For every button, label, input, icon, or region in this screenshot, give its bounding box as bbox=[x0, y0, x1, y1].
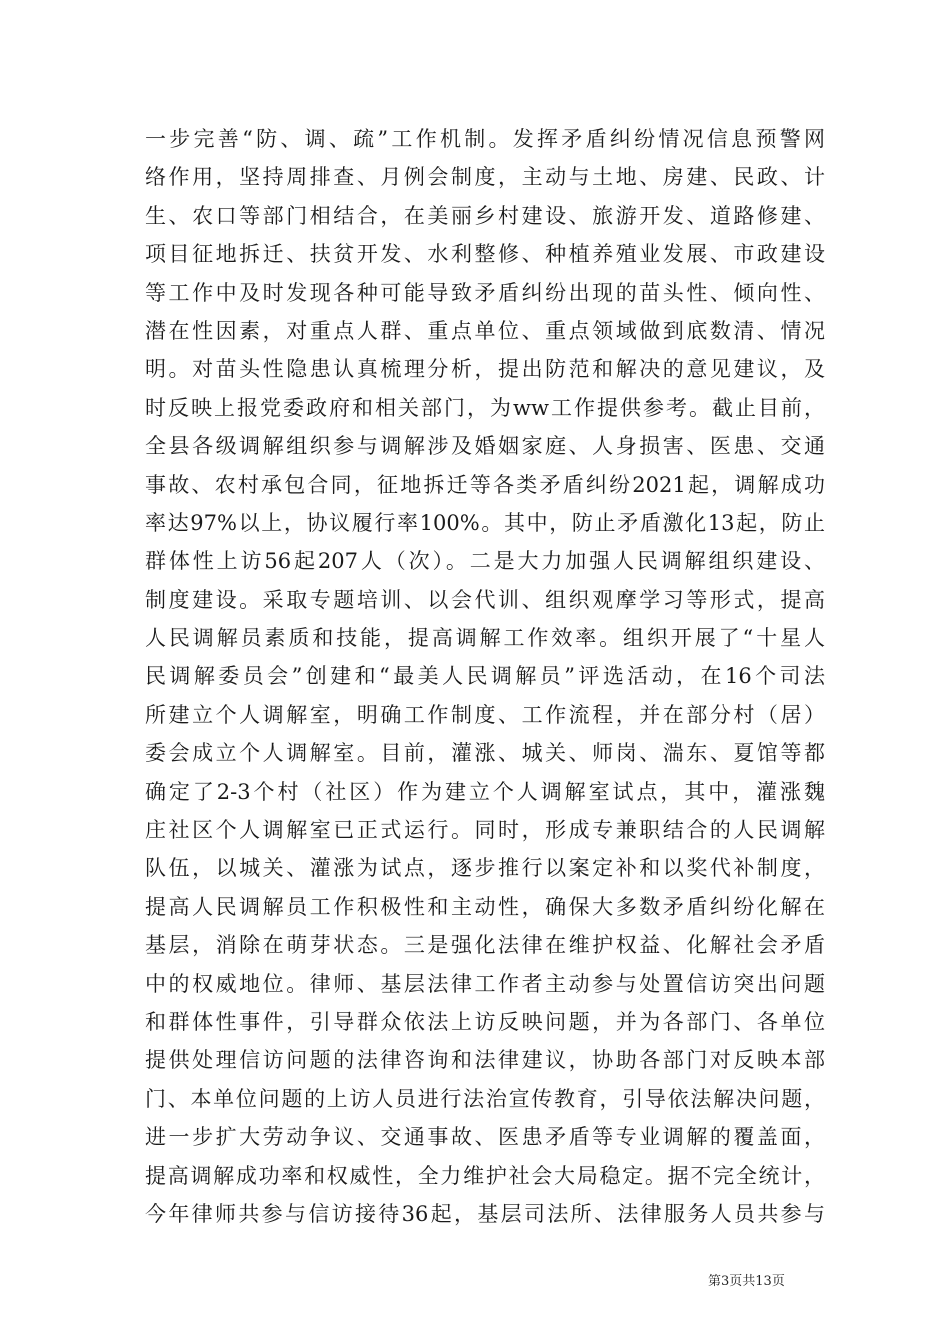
text-line: 今年律师共参与信访接待36起，基层司法所、法律服务人员共参与 bbox=[145, 1201, 825, 1226]
text-line: 所建立个人调解室，明确工作制度、工作流程，并在部分村（居） bbox=[145, 702, 825, 727]
text-line: 提供处理信访问题的法律咨询和法律建议，协助各部门对反映本部 bbox=[145, 1048, 825, 1073]
text-line: 生、农口等部门相结合，在美丽乡村建设、旅游开发、道路修建、 bbox=[145, 203, 825, 228]
text-line: 制度建设。采取专题培训、以会代训、组织观摩学习等形式，提高 bbox=[145, 587, 825, 612]
text-line: 队伍，以城关、灌涨为试点，逐步推行以案定补和以奖代补制度， bbox=[145, 856, 825, 881]
text-line: 全县各级调解组织参与调解涉及婚姻家庭、人身损害、医患、交通 bbox=[145, 434, 825, 459]
text-line: 率达97%以上，协议履行率100%。其中，防止矛盾激化13起，防止 bbox=[145, 510, 825, 535]
text-line: 潜在性因素，对重点人群、重点单位、重点领域做到底数清、情况 bbox=[145, 318, 825, 343]
text-line: 基层，消除在萌芽状态。三是强化法律在维护权益、化解社会矛盾 bbox=[145, 933, 825, 958]
text-line: 门、本单位问题的上访人员进行法治宣传教育，引导依法解决问题， bbox=[145, 1086, 825, 1111]
text-line: 人民调解员素质和技能，提高调解工作效率。组织开展了“十星人 bbox=[145, 626, 825, 651]
text-line: 明。对苗头性隐患认真梳理分析，提出防范和解决的意见建议，及 bbox=[145, 357, 825, 382]
text-line: 络作用，坚持周排查、月例会制度，主动与土地、房建、民政、计 bbox=[145, 165, 825, 190]
text-line: 一步完善“防、调、疏”工作机制。发挥矛盾纠纷情况信息预警网 bbox=[145, 127, 825, 151]
text-line: 民调解委员会”创建和“最美人民调解员”评选活动，在16个司法 bbox=[145, 664, 825, 689]
text-line: 时反映上报党委政府和相关部门，为ww工作提供参考。截止目前， bbox=[145, 395, 825, 420]
text-line: 进一步扩大劳动争议、交通事故、医患矛盾等专业调解的覆盖面， bbox=[145, 1125, 825, 1150]
text-line: 委会成立个人调解室。目前，灌涨、城关、师岗、湍东、夏馆等都 bbox=[145, 741, 825, 766]
text-line: 等工作中及时发现各种可能导致矛盾纠纷出现的苗头性、倾向性、 bbox=[145, 280, 825, 305]
text-line: 提高人民调解员工作积极性和主动性，确保大多数矛盾纠纷化解在 bbox=[145, 894, 825, 919]
text-line: 事故、农村承包合同，征地拆迁等各类矛盾纠纷2021起，调解成功 bbox=[145, 472, 825, 497]
page-number: 第3页共13页 bbox=[708, 1274, 785, 1289]
text-line: 群体性上访56起207人（次）。二是大力加强人民调解组织建设、 bbox=[145, 549, 825, 574]
text-line: 项目征地拆迁、扶贫开发、水利整修、种植养殖业发展、市政建设 bbox=[145, 242, 825, 267]
text-line: 提高调解成功率和权威性，全力维护社会大局稳定。据不完全统计， bbox=[145, 1163, 825, 1188]
body-text bbox=[145, 120, 825, 1233]
text-line: 中的权威地位。律师、基层法律工作者主动参与处置信访突出问题 bbox=[145, 971, 825, 996]
text-line: 确定了2-3个村（社区）作为建立个人调解室试点，其中，灌涨魏 bbox=[145, 779, 825, 804]
text-line: 庄社区个人调解室已正式运行。同时，形成专兼职结合的人民调解 bbox=[145, 818, 825, 843]
text-line: 和群体性事件，引导群众依法上访反映问题，并为各部门、各单位 bbox=[145, 1009, 825, 1034]
